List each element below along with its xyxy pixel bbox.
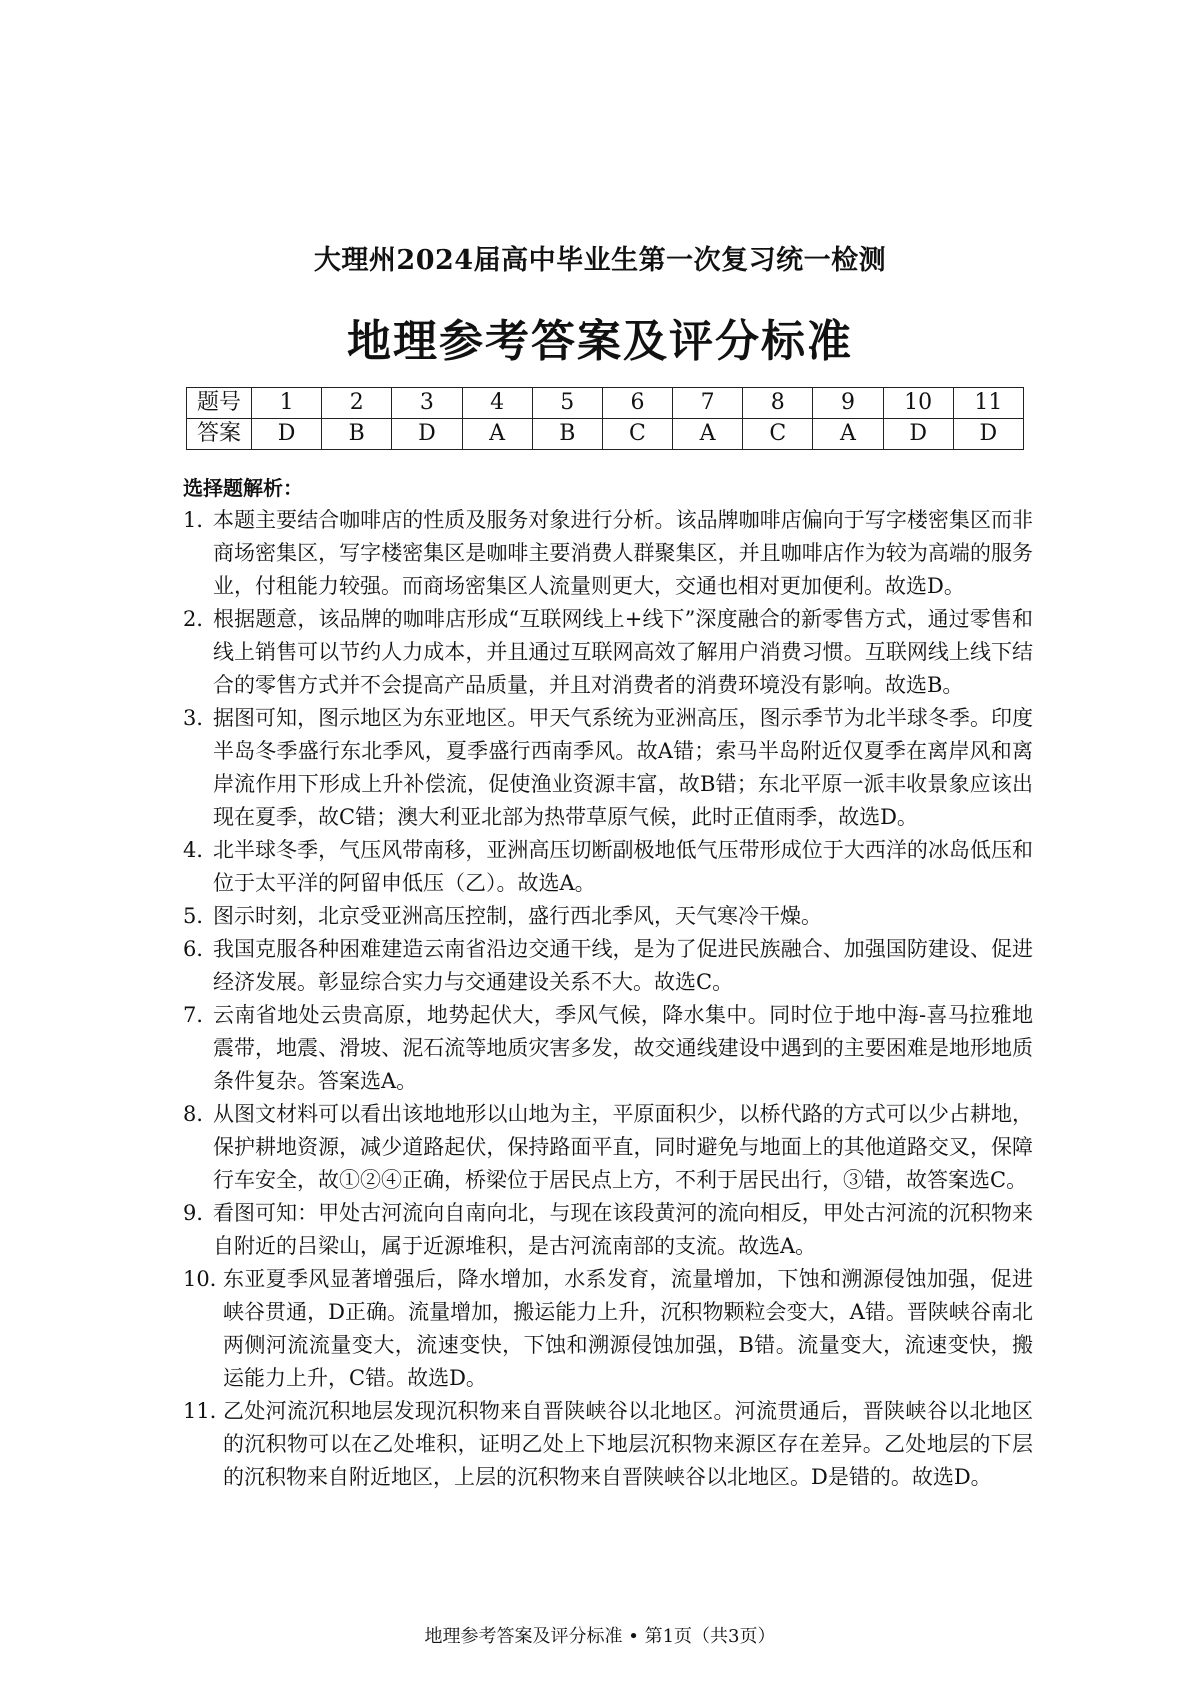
item-number: 4．: [183, 838, 218, 862]
answer-cell: D: [953, 419, 1023, 450]
item-number: 3．: [183, 706, 218, 730]
item-text: 乙处河流沉积地层发现沉积物来自晋陕峡谷以北地区。河流贯通后，晋陕峡谷以北地区的沉积物可以在乙处堆积，证明乙处上下地层沉积物来源区存在差异。乙处地层的下层的沉积物来自附近地区，上层的沉积物来自晋陕峡谷以北地区。D是错的。故选D。: [223, 1399, 1033, 1489]
question-number-cell: 3: [392, 388, 462, 419]
page-title: 地理参考答案及评分标准: [347, 316, 853, 367]
question-number-cell: 5: [532, 388, 602, 419]
answer-cell: B: [532, 419, 602, 450]
exam-subtitle: 大理州2024届高中毕业生第一次复习统一检测: [313, 245, 887, 276]
question-number-cell: 2: [322, 388, 392, 419]
analysis-item: [183, 1098, 1033, 1197]
item-text: 据图可知，图示地区为东亚地区。甲天气系统为亚洲高压，图示季节为北半球冬季。印度半岛冬季盛行东北季风，夏季盛行西南季风。故A错；索马半岛附近仅夏季在离岸风和离岸流作用下形成上升补偿流，促使渔业资源丰富，故B错；东北平原一派丰收景象应该出现在夏季，故C错；澳大利亚北部为热带草原气候，此时正值雨季，故选D。: [213, 706, 1033, 829]
question-number-cell: 4: [462, 388, 532, 419]
answer-row: [187, 419, 1024, 450]
analysis-item: [183, 900, 1033, 933]
analysis-item: [183, 702, 1033, 834]
item-text: 根据题意，该品牌的咖啡店形成“互联网线上+线下”深度融合的新零售方式，通过零售和线上销售可以节约人力成本，并且通过互联网高效了解用户消费习惯。互联网线上线下结合的零售方式并不会提高产品质量，并且对消费者的消费环境没有影响。故选B。: [213, 607, 1033, 697]
analysis-heading: 选择题解析：: [183, 476, 303, 500]
item-number: 2．: [183, 607, 218, 631]
item-text: 北半球冬季，气压风带南移，亚洲高压切断副极地低气压带形成位于大西洋的冰岛低压和位于太平洋的阿留申低压（乙）。故选A。: [213, 838, 1033, 895]
question-number-cell: 9: [813, 388, 883, 419]
question-number-cell: 6: [602, 388, 672, 419]
analysis-item: [183, 999, 1033, 1098]
question-number-cell: 8: [743, 388, 813, 419]
answer-cell: C: [743, 419, 813, 450]
answer-cell: A: [813, 419, 883, 450]
question-number-cell: 10: [883, 388, 953, 419]
item-text: 云南省地处云贵高原，地势起伏大，季风气候，降水集中。同时位于地中海-喜马拉雅地震带，地震、滑坡、泥石流等地质灾害多发，故交通线建设中遇到的主要困难是地形地质条件复杂。答案选A。: [213, 1003, 1033, 1093]
answer-cell: C: [602, 419, 672, 450]
item-number: 10．: [183, 1267, 231, 1291]
answer-cell: A: [462, 419, 532, 450]
item-number: 5．: [183, 904, 218, 928]
answer-cell: D: [883, 419, 953, 450]
answer-table: [186, 387, 1024, 450]
question-number-cell: 1: [252, 388, 322, 419]
row-label-answer: 答案: [187, 419, 252, 450]
question-number-cell: 7: [673, 388, 743, 419]
analysis-list: [183, 504, 1033, 1494]
analysis-item: [183, 933, 1033, 999]
item-text: 东亚夏季风显著增强后，降水增加，水系发育，流量增加，下蚀和溯源侵蚀加强，促进峡谷贯通，D正确。流量增加，搬运能力上升，沉积物颗粒会变大，A错。晋陕峡谷南北两侧河流流量变大，流速变快，下蚀和溯源侵蚀加强，B错。流量变大，流速变快，搬运能力上升，C错。故选D。: [223, 1267, 1033, 1390]
analysis-item: [183, 504, 1033, 603]
item-text: 我国克服各种困难建造云南省沿边交通干线，是为了促进民族融合、加强国防建设、促进经济发展。彰显综合实力与交通建设关系不大。故选C。: [213, 937, 1033, 994]
page-footer: 地理参考答案及评分标准 • 第1页（共3页）: [424, 1626, 776, 1647]
item-text: 看图可知：甲处古河流向自南向北，与现在该段黄河的流向相反，甲处古河流的沉积物来自附近的吕梁山，属于近源堆积，是古河流南部的支流。故选A。: [213, 1201, 1033, 1258]
item-number: 6．: [183, 937, 218, 961]
item-number: 7．: [183, 1003, 218, 1027]
question-number-cell: 11: [953, 388, 1023, 419]
analysis-item: [183, 603, 1033, 702]
analysis-item: [183, 1395, 1033, 1494]
answer-cell: A: [673, 419, 743, 450]
item-text: 从图文材料可以看出该地地形以山地为主，平原面积少，以桥代路的方式可以少占耕地，保护耕地资源，减少道路起伏，保持路面平直，同时避免与地面上的其他道路交叉，保障行车安全，故①②④正确，桥梁位于居民点上方，不利于居民出行，③错，故答案选C。: [213, 1102, 1033, 1192]
item-number: 11．: [183, 1399, 231, 1423]
question-number-row: [187, 388, 1024, 419]
analysis-item: [183, 834, 1033, 900]
item-number: 8．: [183, 1102, 218, 1126]
item-text: 图示时刻，北京受亚洲高压控制，盛行西北季风，天气寒冷干燥。: [213, 904, 822, 928]
item-number: 1．: [183, 508, 218, 532]
row-label-question-number: 题号: [187, 388, 252, 419]
answer-cell: D: [392, 419, 462, 450]
analysis-item: [183, 1197, 1033, 1263]
item-text: 本题主要结合咖啡店的性质及服务对象进行分析。该品牌咖啡店偏向于写字楼密集区而非商场密集区，写字楼密集区是咖啡主要消费人群聚集区，并且咖啡店作为较为高端的服务业，付租能力较强。而商场密集区人流量则更大，交通也相对更加便利。故选D。: [213, 508, 1033, 598]
answer-cell: D: [252, 419, 322, 450]
answer-cell: B: [322, 419, 392, 450]
item-number: 9．: [183, 1201, 218, 1225]
analysis-item: [183, 1263, 1033, 1395]
